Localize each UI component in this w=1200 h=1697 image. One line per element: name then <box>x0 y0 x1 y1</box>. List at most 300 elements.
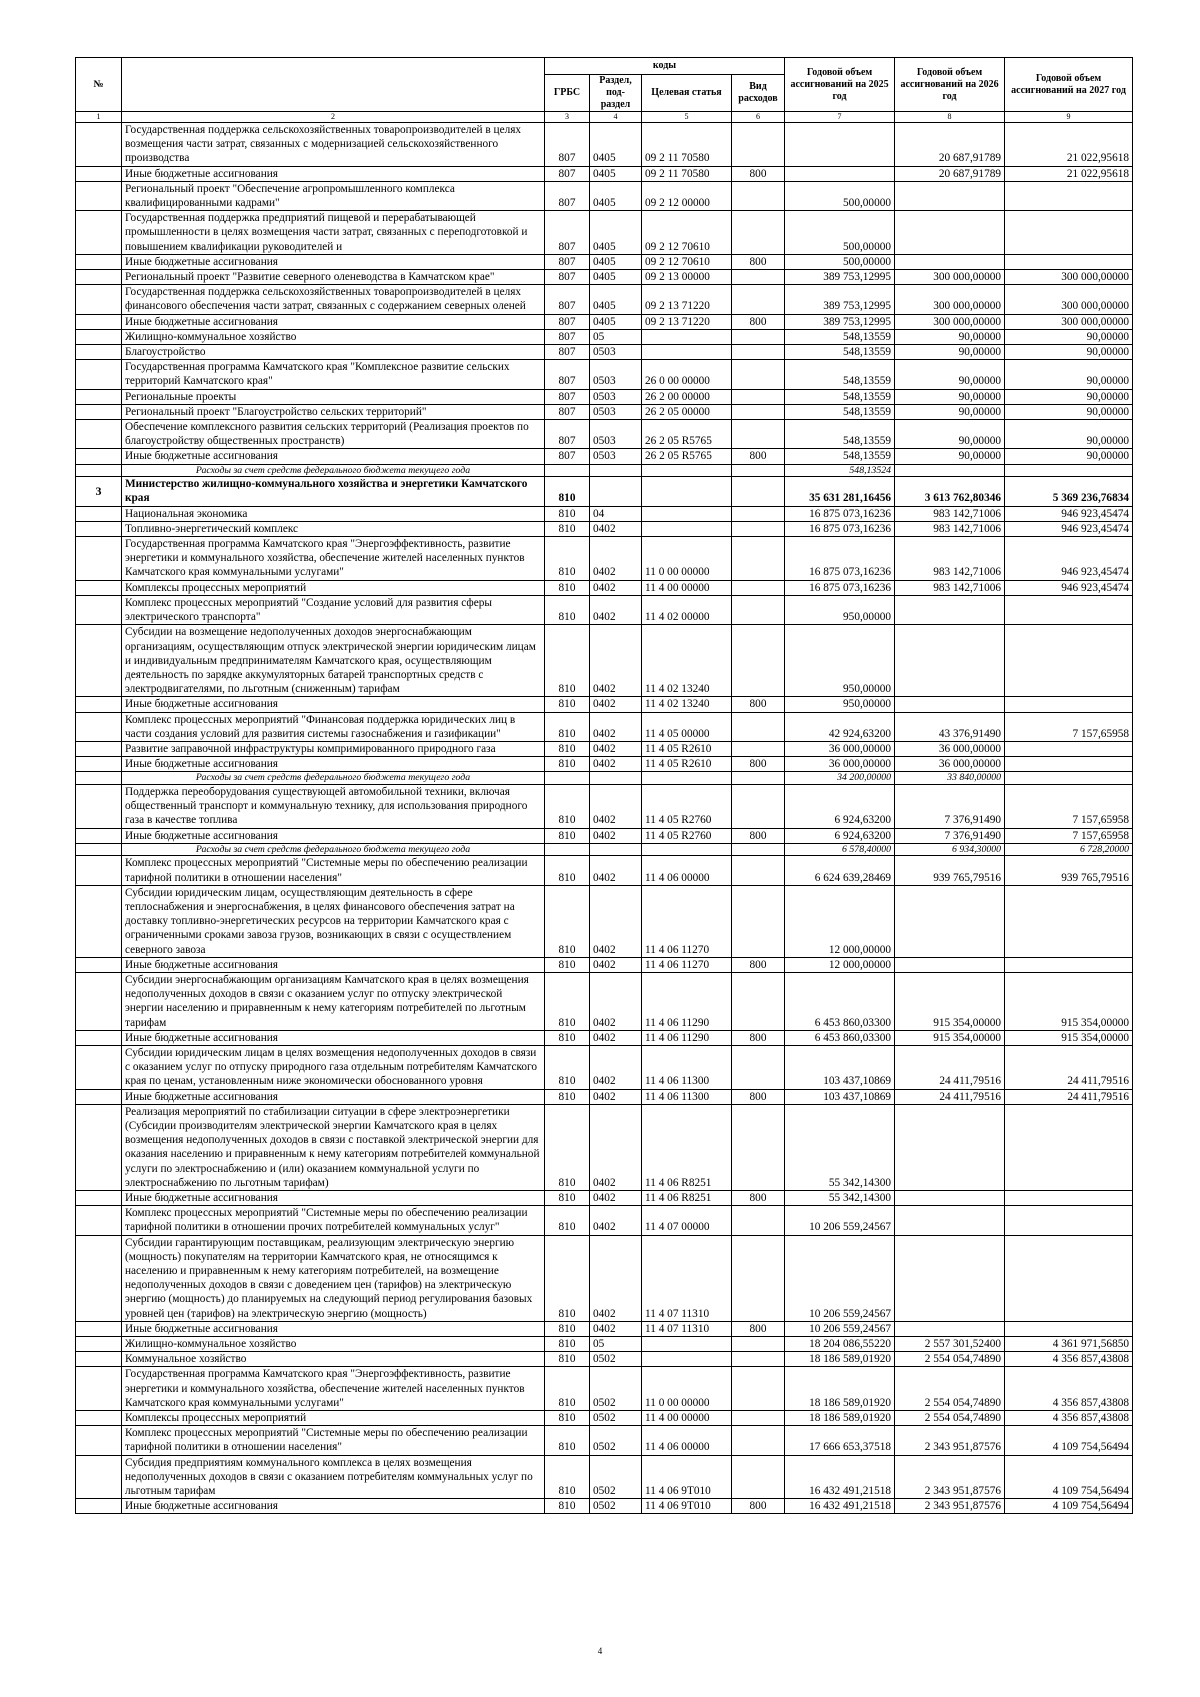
row-section: 0402 <box>590 521 642 536</box>
ministry-row <box>76 477 1133 506</box>
row-section: 0502 <box>590 1499 642 1514</box>
row-vol-2025: 389 753,12995 <box>785 314 895 329</box>
row-target: 09 2 13 00000 <box>642 270 732 285</box>
table-row <box>76 697 1133 712</box>
row-vol-2025: 36 000,00000 <box>785 757 895 772</box>
row-name: Топливно-энергетический комплекс <box>122 521 545 536</box>
row-expense-type <box>732 285 785 314</box>
row-vol-2025: 950,00000 <box>785 625 895 697</box>
row-target: 11 4 06 11270 <box>642 885 732 957</box>
row-vol-2025: 55 342,14300 <box>785 1191 895 1206</box>
row-name: Субсидии энергоснабжающим организациям Камчатского края в целях возмещения недополученных доходов в связи с оказанием услуг по отпуску электрической энергии населению и приравненным к нему категориям потребителей по льготным тарифам <box>122 972 545 1030</box>
row-section: 0402 <box>590 712 642 741</box>
row-vol-2027: 90,00000 <box>1005 345 1133 360</box>
row-number <box>76 420 122 449</box>
row-section: 0503 <box>590 420 642 449</box>
row-name: Поддержка переоборудования существующей автомобильной техники, включая общественный транспорт и коммунальную технику, для использования природного газа в качестве топлива <box>122 784 545 828</box>
row-vol-2027: 24 411,79516 <box>1005 1045 1133 1089</box>
row-section: 0503 <box>590 404 642 419</box>
row-expense-type <box>732 506 785 521</box>
row-name: Расходы за счет средств федерального бюджета текущего года <box>122 843 545 856</box>
table-row <box>76 757 1133 772</box>
row-name: Иные бюджетные ассигнования <box>122 697 545 712</box>
row-name: Обеспечение комплексного развития сельских территорий (Реализация проектов по благоустройству общественных пространств) <box>122 420 545 449</box>
row-expense-type <box>732 625 785 697</box>
row-target: 26 2 00 00000 <box>642 389 732 404</box>
row-expense-type <box>732 404 785 419</box>
table-row <box>76 828 1133 843</box>
row-vol-2025: 10 206 559,24567 <box>785 1206 895 1235</box>
row-target <box>642 477 732 506</box>
table-row <box>76 1455 1133 1499</box>
row-vol-2026: 7 376,91490 <box>895 784 1005 828</box>
row-number <box>76 1499 122 1514</box>
row-expense-type <box>732 420 785 449</box>
row-section: 0502 <box>590 1426 642 1455</box>
row-expense-type <box>732 595 785 624</box>
row-vol-2025 <box>785 123 895 167</box>
row-vol-2025: 6 453 860,03300 <box>785 972 895 1030</box>
row-name: Коммунальное хозяйство <box>122 1352 545 1367</box>
row-expense-type: 800 <box>732 166 785 181</box>
col-number: 7 <box>785 112 895 123</box>
row-name: Региональный проект "Обеспечение агропромышленного комплекса квалифицированными кадрами" <box>122 181 545 210</box>
row-expense-type <box>732 885 785 957</box>
row-vol-2026 <box>895 1321 1005 1336</box>
row-section: 0402 <box>590 1045 642 1089</box>
row-number <box>76 772 122 785</box>
row-vol-2027: 90,00000 <box>1005 420 1133 449</box>
row-name: Государственная поддержка сельскохозяйственных товаропроизводителей в целях финансового обеспечения части затрат, связанных с содержанием северных оленей <box>122 285 545 314</box>
row-number <box>76 1352 122 1367</box>
row-vol-2027: 4 356 857,43808 <box>1005 1411 1133 1426</box>
row-expense-type <box>732 772 785 785</box>
row-target: 26 2 05 00000 <box>642 404 732 419</box>
header-vol-2027: Годовой объем ассигнований на 2027 год <box>1005 58 1133 112</box>
row-vol-2027: 946 923,45474 <box>1005 521 1133 536</box>
row-number <box>76 360 122 389</box>
row-vol-2025: 548,13559 <box>785 345 895 360</box>
row-target: 09 2 12 00000 <box>642 181 732 210</box>
row-vol-2026: 300 000,00000 <box>895 270 1005 285</box>
row-name: Иные бюджетные ассигнования <box>122 449 545 464</box>
header-grbs: ГРБС <box>545 75 590 112</box>
row-name: Комплекс процессных мероприятий "Системные меры по обеспечению реализации тарифной политики в отношении прочих потребителей коммунальных услуг" <box>122 1206 545 1235</box>
row-vol-2025: 42 924,63200 <box>785 712 895 741</box>
row-vol-2025: 35 631 281,16456 <box>785 477 895 506</box>
row-section: 0405 <box>590 211 642 255</box>
row-section: 04 <box>590 506 642 521</box>
row-expense-type: 800 <box>732 1191 785 1206</box>
row-vol-2025: 16 875 073,16236 <box>785 506 895 521</box>
row-number <box>76 580 122 595</box>
row-vol-2026: 2 554 054,74890 <box>895 1367 1005 1411</box>
federal-budget-row <box>76 843 1133 856</box>
row-vol-2026: 90,00000 <box>895 329 1005 344</box>
row-expense-type <box>732 784 785 828</box>
row-number <box>76 1337 122 1352</box>
row-vol-2025: 36 000,00000 <box>785 741 895 756</box>
table-row <box>76 1337 1133 1352</box>
row-name: Субсидия предприятиям коммунального комплекса в целях возмещения недополученных доходов в связи с оказанием потребителям коммунальных услуг по льготным тарифам <box>122 1455 545 1499</box>
row-target: 11 4 02 13240 <box>642 697 732 712</box>
row-grbs: 810 <box>545 1321 590 1336</box>
row-expense-type <box>732 1426 785 1455</box>
table-row <box>76 957 1133 972</box>
row-name: Национальная экономика <box>122 506 545 521</box>
row-expense-type <box>732 270 785 285</box>
row-vol-2027: 21 022,95618 <box>1005 123 1133 167</box>
row-name: Государственная программа Камчатского края "Энергоэффективность, развитие энергетики и коммунального хозяйства, обеспечение жителей населенных пунктов Камчатского края коммунальными услугами" <box>122 1367 545 1411</box>
row-vol-2027 <box>1005 1206 1133 1235</box>
row-section <box>590 464 642 477</box>
table-row <box>76 1367 1133 1411</box>
row-expense-type <box>732 580 785 595</box>
row-grbs: 810 <box>545 580 590 595</box>
row-number <box>76 345 122 360</box>
table-row <box>76 784 1133 828</box>
row-vol-2027: 4 109 754,56494 <box>1005 1499 1133 1514</box>
row-number <box>76 389 122 404</box>
row-name: Государственная поддержка сельскохозяйственных товаропроизводителей в целях возмещения части затрат, связанных с модернизацией сельскохозяйственного производства <box>122 123 545 167</box>
col-number: 6 <box>732 112 785 123</box>
table-row <box>76 580 1133 595</box>
row-vol-2027: 90,00000 <box>1005 449 1133 464</box>
table-row <box>76 1206 1133 1235</box>
row-vol-2026: 2 343 951,87576 <box>895 1455 1005 1499</box>
row-number <box>76 1191 122 1206</box>
row-vol-2027 <box>1005 181 1133 210</box>
row-section: 0503 <box>590 345 642 360</box>
row-vol-2026: 2 557 301,52400 <box>895 1337 1005 1352</box>
row-vol-2027: 300 000,00000 <box>1005 285 1133 314</box>
header-num: № <box>76 58 122 112</box>
row-grbs: 810 <box>545 1104 590 1190</box>
row-name: Расходы за счет средств федерального бюджета текущего года <box>122 772 545 785</box>
row-vol-2026: 6 934,30000 <box>895 843 1005 856</box>
row-vol-2027: 300 000,00000 <box>1005 314 1133 329</box>
row-vol-2027: 939 765,79516 <box>1005 856 1133 885</box>
row-vol-2025: 500,00000 <box>785 254 895 269</box>
row-name: Иные бюджетные ассигнования <box>122 1321 545 1336</box>
row-number: 3 <box>76 477 122 506</box>
row-section: 05 <box>590 329 642 344</box>
row-name: Комплекс процессных мероприятий "Финансовая поддержка юридических лиц в части создания условий для развития системы газоснабжения и газификации" <box>122 712 545 741</box>
row-vol-2027: 4 356 857,43808 <box>1005 1352 1133 1367</box>
row-vol-2027 <box>1005 957 1133 972</box>
row-number <box>76 123 122 167</box>
row-grbs: 810 <box>545 972 590 1030</box>
row-grbs: 810 <box>545 506 590 521</box>
row-section: 0502 <box>590 1352 642 1367</box>
row-target: 11 4 06 11290 <box>642 972 732 1030</box>
row-grbs: 810 <box>545 521 590 536</box>
row-expense-type <box>732 741 785 756</box>
row-vol-2027 <box>1005 741 1133 756</box>
row-target: 11 4 06 11300 <box>642 1045 732 1089</box>
row-vol-2025: 6 453 860,03300 <box>785 1030 895 1045</box>
row-expense-type <box>732 1206 785 1235</box>
row-grbs: 810 <box>545 1030 590 1045</box>
row-grbs: 810 <box>545 477 590 506</box>
row-expense-type <box>732 1455 785 1499</box>
row-section: 0502 <box>590 1455 642 1499</box>
row-target: 11 4 05 R2760 <box>642 784 732 828</box>
row-number <box>76 595 122 624</box>
row-grbs <box>545 772 590 785</box>
row-grbs: 807 <box>545 389 590 404</box>
row-section: 0402 <box>590 957 642 972</box>
row-section: 0402 <box>590 856 642 885</box>
row-name: Государственная программа Камчатского края "Энергоэффективность, развитие энергетики и коммунального хозяйства, обеспечение жителей населенных пунктов Камчатского края коммунальными услугами" <box>122 537 545 581</box>
row-vol-2026 <box>895 1104 1005 1190</box>
row-grbs: 807 <box>545 420 590 449</box>
row-section: 0402 <box>590 828 642 843</box>
table-row <box>76 1426 1133 1455</box>
row-expense-type <box>732 345 785 360</box>
row-grbs: 810 <box>545 625 590 697</box>
row-vol-2025: 950,00000 <box>785 697 895 712</box>
row-name: Иные бюджетные ассигнования <box>122 1499 545 1514</box>
table-row <box>76 972 1133 1030</box>
row-grbs: 810 <box>545 1426 590 1455</box>
row-grbs: 810 <box>545 1206 590 1235</box>
row-expense-type: 800 <box>732 1499 785 1514</box>
row-vol-2026 <box>895 464 1005 477</box>
row-target: 11 4 06 00000 <box>642 856 732 885</box>
row-vol-2026: 36 000,00000 <box>895 757 1005 772</box>
row-vol-2026: 90,00000 <box>895 420 1005 449</box>
row-number <box>76 1104 122 1190</box>
row-vol-2027 <box>1005 885 1133 957</box>
row-section: 0405 <box>590 181 642 210</box>
row-grbs: 810 <box>545 1089 590 1104</box>
row-vol-2026 <box>895 254 1005 269</box>
row-target: 09 2 13 71220 <box>642 314 732 329</box>
row-section: 0402 <box>590 1321 642 1336</box>
table-row <box>76 885 1133 957</box>
row-number <box>76 314 122 329</box>
federal-budget-row <box>76 772 1133 785</box>
row-number <box>76 329 122 344</box>
row-name: Иные бюджетные ассигнования <box>122 1030 545 1045</box>
row-number <box>76 856 122 885</box>
row-section: 0402 <box>590 784 642 828</box>
table-row <box>76 329 1133 344</box>
header-vol-2025: Годовой объем ассигнований на 2025 год <box>785 58 895 112</box>
row-name: Комплекс процессных мероприятий "Системные меры по обеспечению реализации тарифной политики в отношении населения" <box>122 856 545 885</box>
row-target: 26 2 05 R5765 <box>642 420 732 449</box>
row-section <box>590 843 642 856</box>
row-number <box>76 464 122 477</box>
row-expense-type: 800 <box>732 1089 785 1104</box>
row-vol-2027 <box>1005 697 1133 712</box>
row-grbs: 807 <box>545 449 590 464</box>
table-row <box>76 166 1133 181</box>
row-grbs: 807 <box>545 329 590 344</box>
page-number: 4 <box>597 1646 603 1656</box>
row-name: Жилищно-коммунальное хозяйство <box>122 329 545 344</box>
row-target: 11 0 00 00000 <box>642 537 732 581</box>
table-row <box>76 254 1133 269</box>
row-target: 11 4 06 9T010 <box>642 1499 732 1514</box>
row-target: 11 4 07 00000 <box>642 1206 732 1235</box>
header-codes: коды <box>545 58 785 75</box>
row-grbs: 807 <box>545 181 590 210</box>
row-grbs: 810 <box>545 784 590 828</box>
table-row <box>76 1352 1133 1367</box>
row-vol-2027 <box>1005 464 1133 477</box>
row-vol-2027: 915 354,00000 <box>1005 972 1133 1030</box>
row-vol-2027: 946 923,45474 <box>1005 506 1133 521</box>
row-expense-type <box>732 537 785 581</box>
row-vol-2025: 500,00000 <box>785 211 895 255</box>
row-expense-type: 800 <box>732 254 785 269</box>
row-vol-2025: 34 200,00000 <box>785 772 895 785</box>
row-section: 0402 <box>590 537 642 581</box>
row-vol-2027: 4 356 857,43808 <box>1005 1367 1133 1411</box>
row-name: Региональный проект "Развитие северного оленеводства в Камчатском крае" <box>122 270 545 285</box>
row-expense-type: 800 <box>732 449 785 464</box>
header-vol-2026: Годовой объем ассигнований на 2026 год <box>895 58 1005 112</box>
row-name: Комплекс процессных мероприятий "Создание условий для развития сферы электрического транспорта" <box>122 595 545 624</box>
row-grbs: 807 <box>545 285 590 314</box>
row-target: 11 4 06 11290 <box>642 1030 732 1045</box>
row-name: Жилищно-коммунальное хозяйство <box>122 1337 545 1352</box>
row-section: 0402 <box>590 1030 642 1045</box>
row-vol-2025: 18 186 589,01920 <box>785 1367 895 1411</box>
row-vol-2027: 946 923,45474 <box>1005 537 1133 581</box>
row-name: Субсидии на возмещение недополученных доходов энергоснабжающим организациям, осуществляющим отпуск электрической энергии юридическим лицам и индивидуальным предпринимателям Камчатского края, осуществляющим деятельность по зарядке аккумуляторных батарей транспортных средств с электродвигателями, по льготным (сниженным) тарифам <box>122 625 545 697</box>
row-expense-type <box>732 521 785 536</box>
row-target: 11 4 05 R2610 <box>642 741 732 756</box>
row-number <box>76 1206 122 1235</box>
row-target <box>642 521 732 536</box>
row-vol-2025: 103 437,10869 <box>785 1089 895 1104</box>
table-row <box>76 389 1133 404</box>
row-name: Иные бюджетные ассигнования <box>122 254 545 269</box>
row-vol-2026 <box>895 885 1005 957</box>
row-name: Субсидии юридическим лицам, осуществляющим деятельность в сфере теплоснабжения и энергоснабжения, в целях финансового обеспечения затрат на доставку топливно-энергетических ресурсов на территории Камчатского края с ограниченными сроками завоза грузов, возникающих в связи с осуществлением северного завоза <box>122 885 545 957</box>
row-name: Иные бюджетные ассигнования <box>122 828 545 843</box>
row-section: 0503 <box>590 449 642 464</box>
row-section: 0405 <box>590 285 642 314</box>
row-vol-2026: 939 765,79516 <box>895 856 1005 885</box>
row-expense-type <box>732 1337 785 1352</box>
row-vol-2026: 2 343 951,87576 <box>895 1426 1005 1455</box>
row-number <box>76 625 122 697</box>
row-vol-2027 <box>1005 1235 1133 1321</box>
row-number <box>76 1321 122 1336</box>
row-expense-type <box>732 477 785 506</box>
row-grbs <box>545 464 590 477</box>
row-section: 0402 <box>590 1089 642 1104</box>
row-vol-2026: 20 687,91789 <box>895 123 1005 167</box>
col-number: 5 <box>642 112 732 123</box>
table-row <box>76 741 1133 756</box>
row-vol-2025: 548,13559 <box>785 360 895 389</box>
row-grbs: 810 <box>545 1367 590 1411</box>
row-vol-2025: 18 186 589,01920 <box>785 1411 895 1426</box>
row-target: 11 4 02 00000 <box>642 595 732 624</box>
row-expense-type <box>732 843 785 856</box>
row-vol-2027: 946 923,45474 <box>1005 580 1133 595</box>
table-row <box>76 314 1133 329</box>
row-vol-2027: 6 728,20000 <box>1005 843 1133 856</box>
table-row <box>76 285 1133 314</box>
row-vol-2027 <box>1005 772 1133 785</box>
row-target <box>642 329 732 344</box>
row-vol-2026 <box>895 1206 1005 1235</box>
row-expense-type <box>732 1411 785 1426</box>
row-target: 09 2 11 70580 <box>642 123 732 167</box>
row-vol-2025: 10 206 559,24567 <box>785 1321 895 1336</box>
row-expense-type: 800 <box>732 314 785 329</box>
row-target: 09 2 12 70610 <box>642 254 732 269</box>
row-section: 0405 <box>590 123 642 167</box>
row-vol-2025: 18 204 086,55220 <box>785 1337 895 1352</box>
row-expense-type: 800 <box>732 828 785 843</box>
row-vol-2027 <box>1005 1104 1133 1190</box>
row-target: 26 2 05 R5765 <box>642 449 732 464</box>
row-name: Иные бюджетные ассигнования <box>122 166 545 181</box>
row-target: 11 4 05 R2610 <box>642 757 732 772</box>
row-number <box>76 843 122 856</box>
table-row <box>76 1104 1133 1190</box>
row-section: 0503 <box>590 389 642 404</box>
header-section: Раздел, под-раздел <box>590 75 642 112</box>
row-vol-2025: 6 624 639,28469 <box>785 856 895 885</box>
header-target: Целевая статья <box>642 75 732 112</box>
row-name: Комплекс процессных мероприятий "Системные меры по обеспечению реализации тарифной политики в отношении населения" <box>122 1426 545 1455</box>
row-expense-type: 800 <box>732 757 785 772</box>
row-target <box>642 464 732 477</box>
row-vol-2026: 36 000,00000 <box>895 741 1005 756</box>
row-vol-2025: 16 875 073,16236 <box>785 521 895 536</box>
row-section: 0402 <box>590 697 642 712</box>
row-target: 11 0 00 00000 <box>642 1367 732 1411</box>
row-grbs: 807 <box>545 254 590 269</box>
row-target: 11 4 06 R8251 <box>642 1191 732 1206</box>
row-grbs: 807 <box>545 360 590 389</box>
row-vol-2027 <box>1005 254 1133 269</box>
row-vol-2025: 548,13559 <box>785 449 895 464</box>
row-vol-2027 <box>1005 595 1133 624</box>
col-number: 8 <box>895 112 1005 123</box>
row-number <box>76 1455 122 1499</box>
row-vol-2027: 7 157,65958 <box>1005 712 1133 741</box>
row-target <box>642 345 732 360</box>
row-vol-2025: 6 578,40000 <box>785 843 895 856</box>
row-vol-2026: 24 411,79516 <box>895 1089 1005 1104</box>
row-expense-type: 800 <box>732 1321 785 1336</box>
table-row <box>76 506 1133 521</box>
row-name: Субсидии юридическим лицам в целях возмещения недополученных доходов в связи с оказанием услуг по отпуску природного газа отдельным потребителям Камчатского края по ценам, установленным ниже экономически обоснованного уровня <box>122 1045 545 1089</box>
row-vol-2027: 90,00000 <box>1005 329 1133 344</box>
row-target: 11 4 00 00000 <box>642 580 732 595</box>
row-number <box>76 449 122 464</box>
row-number <box>76 404 122 419</box>
row-target <box>642 506 732 521</box>
row-section: 0402 <box>590 741 642 756</box>
row-grbs: 810 <box>545 697 590 712</box>
row-vol-2026 <box>895 625 1005 697</box>
row-expense-type <box>732 972 785 1030</box>
row-vol-2025: 10 206 559,24567 <box>785 1235 895 1321</box>
table-row <box>76 1045 1133 1089</box>
row-section: 0502 <box>590 1411 642 1426</box>
row-vol-2026: 983 142,71006 <box>895 537 1005 581</box>
